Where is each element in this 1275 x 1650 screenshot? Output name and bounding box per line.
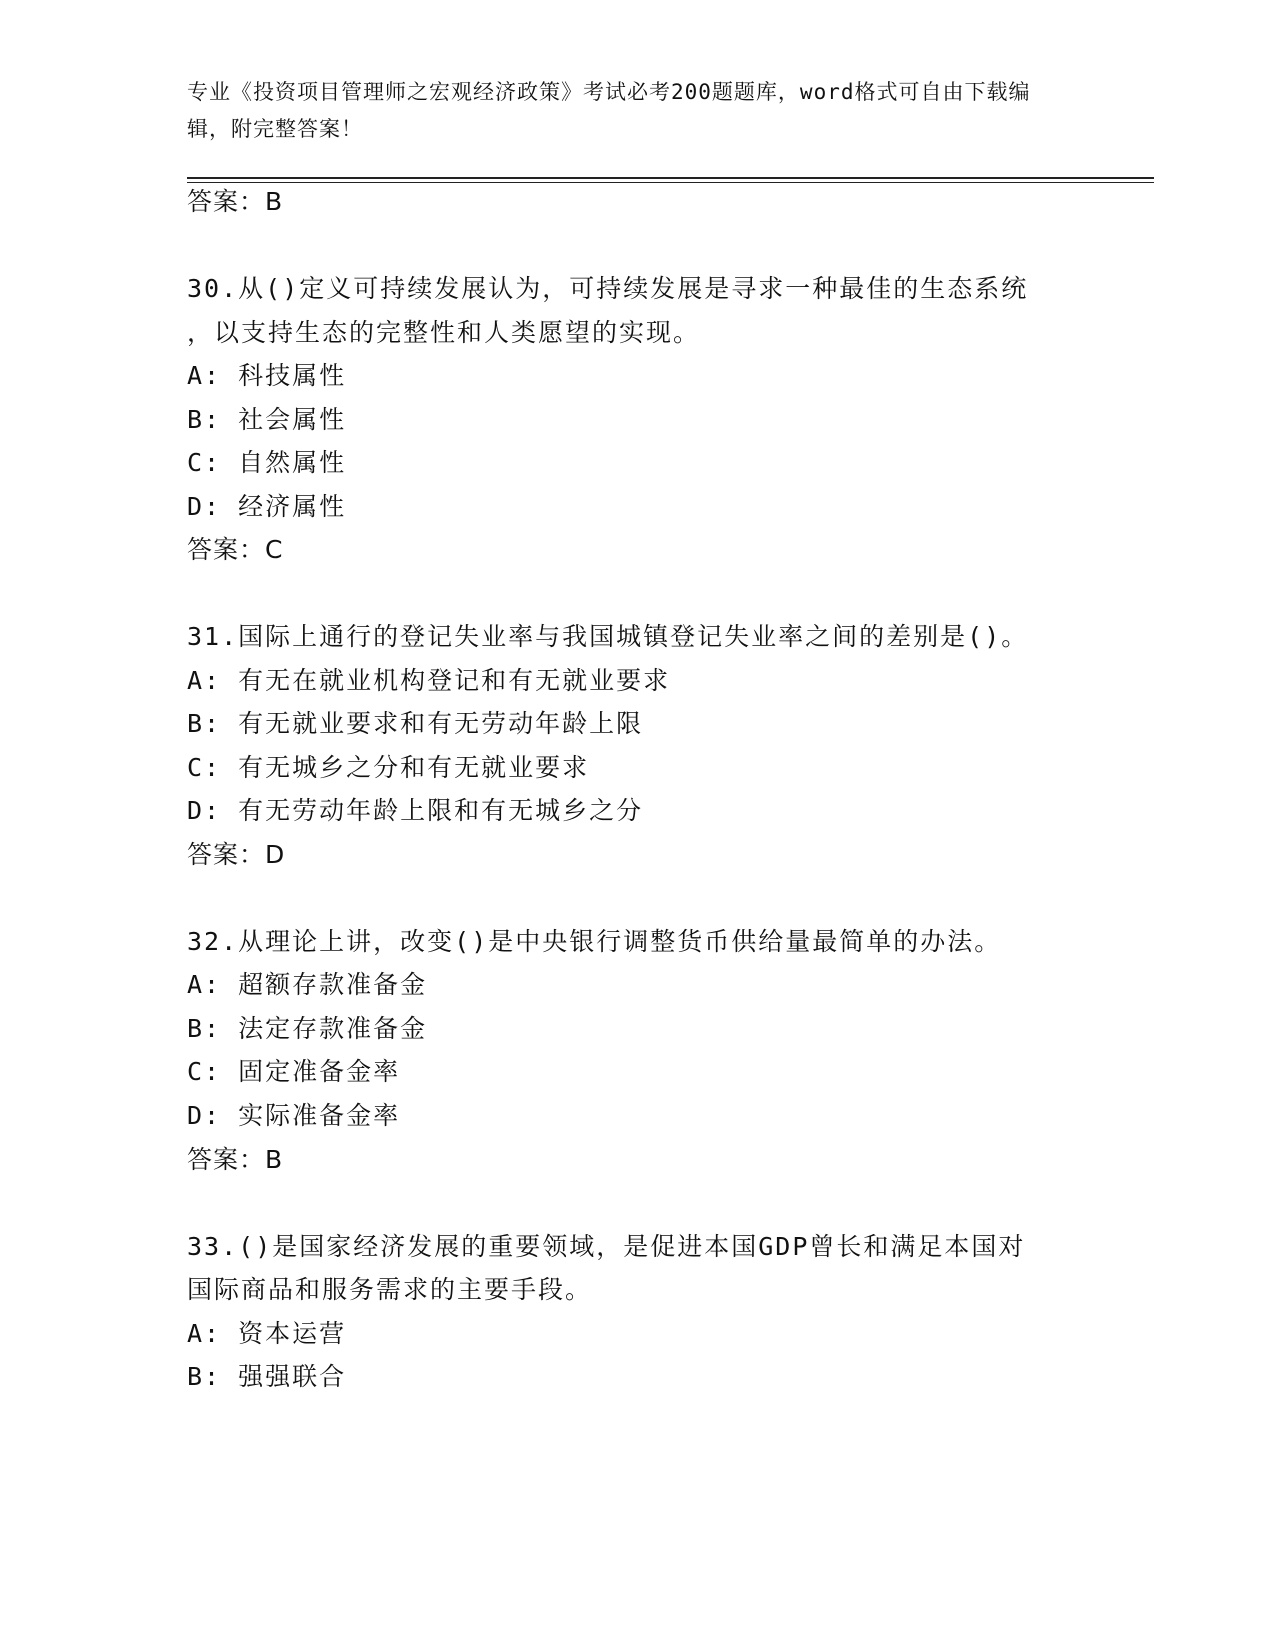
question-31-stem-line-1: 31.国际上通行的登记失业率与我国城镇登记失业率之间的差别是()。 [187, 622, 1029, 651]
question-30-option-d: D: 经济属性 [187, 492, 347, 521]
header-divider-thin [187, 182, 1154, 183]
question-31-option-d: D: 有无劳动年龄上限和有无城乡之分 [187, 796, 644, 825]
question-32-option-b: B: 法定存款准备金 [187, 1014, 428, 1043]
question-31-option-a: A: 有无在就业机构登记和有无就业要求 [187, 666, 671, 695]
question-33-stem-line-2: 国际商品和服务需求的主要手段。 [187, 1275, 593, 1304]
question-30-stem-line-2: ，以支持生态的完整性和人类愿望的实现。 [187, 318, 701, 347]
question-32-option-d: D: 实际准备金率 [187, 1101, 401, 1130]
question-30-stem-line-1: 30.从()定义可持续发展认为，可持续发展是寻求一种最佳的生态系统 [187, 274, 1029, 303]
question-33-stem-line-1: 33.()是国家经济发展的重要领域，是促进本国GDP曾长和满足本国对 [187, 1232, 1026, 1261]
question-31-option-c: C: 有无城乡之分和有无就业要求 [187, 753, 590, 782]
question-32-option-a: A: 超额存款准备金 [187, 970, 428, 999]
question-33-option-a: A: 资本运营 [187, 1319, 347, 1348]
document-header: 专业《投资项目管理师之宏观经济政策》考试必考200题题库，word格式可自由下载编辑，附完整答案！ [187, 80, 1031, 141]
question-30-option-a: A: 科技属性 [187, 361, 347, 390]
question-31-answer: 答案：D [187, 840, 286, 869]
question-32-stem-line-1: 32.从理论上讲，改变()是中央银行调整货币供给量最简单的办法。 [187, 927, 1002, 956]
question-30-option-c: C: 自然属性 [187, 448, 347, 477]
question-32-answer: 答案：B [187, 1145, 284, 1174]
question-30-option-b: B: 社会属性 [187, 405, 347, 434]
question-30-answer: 答案：C [187, 535, 284, 564]
question-33-option-b: B: 强强联合 [187, 1362, 347, 1391]
question-31-option-b: B: 有无就业要求和有无劳动年龄上限 [187, 709, 644, 738]
previous-answer: 答案：B [187, 187, 284, 216]
question-32-option-c: C: 固定准备金率 [187, 1057, 401, 1086]
header-divider-thick [187, 177, 1154, 179]
